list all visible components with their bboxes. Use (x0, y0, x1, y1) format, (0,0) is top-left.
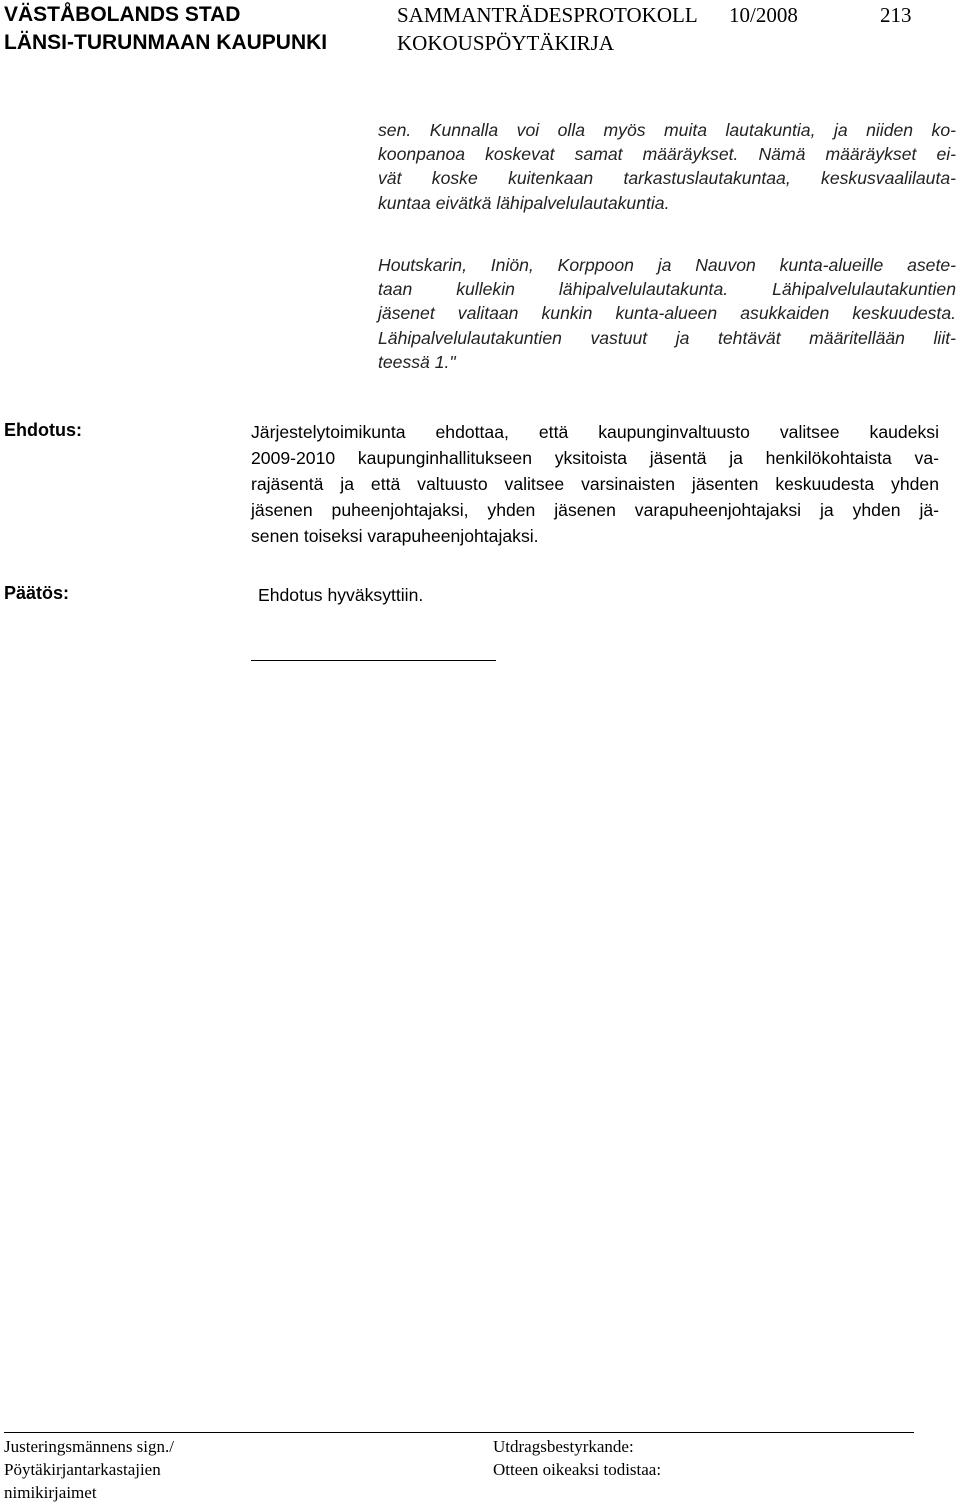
footer-line: Otteen oikeaksi todistaa: (493, 1460, 662, 1479)
footer-line: Utdragsbestyrkande: (493, 1437, 634, 1456)
quote-line: teessä 1." (378, 351, 456, 372)
protocol-number: 10/2008 (729, 3, 798, 27)
quote-line: taan kullekin lähipalvelulautakunta. Lähipalvelulautakuntien (378, 279, 956, 300)
proposal-line: 2009-2010 kaupunginhallitukseen yksitoista jäsentä ja henkilökohtaista va- (251, 448, 939, 468)
page-number: 213 (880, 3, 912, 27)
quote-line: Houtskarin, Iniön, Korppoon ja Nauvon kunta-alueille asete- (378, 255, 956, 275)
quote-line: koonpanoa koskevat samat määräykset. Nämä määräykset ei- (378, 144, 956, 165)
quote-line: kuntaa eivätkä lähipalvelulautakuntia. (378, 192, 670, 213)
footer-line: nimikirjaimet (4, 1483, 97, 1502)
decision-label: Päätös: (4, 583, 70, 603)
doc-type-swedish: SAMMANTRÄDESPROTOKOLL (397, 3, 698, 27)
footer-rule (4, 1432, 914, 1433)
quote-paragraph-1 (378, 118, 956, 215)
proposal-line: Järjestelytoimikunta ehdottaa, että kaupunginvaltuusto valitsee kaudeksi (251, 422, 939, 442)
proposal-line: jäsenen puheenjohtajaksi, yhden jäsenen varapuheenjohtajaksi ja yhden jä- (251, 500, 939, 520)
quote-line: jäsenet valitaan kunkin kunta-alueen asukkaiden keskuudesta. (378, 303, 956, 324)
footer-certification-label (493, 1435, 661, 1481)
org-name-finnish: LÄNSI-TURUNMAAN KAUPUNKI (4, 31, 328, 54)
quote-line: sen. Kunnalla voi olla myös muita lautakuntia, ja niiden ko- (378, 120, 956, 140)
org-name-swedish: VÄSTÅBOLANDS STAD (4, 3, 241, 26)
proposal-label: Ehdotus: (4, 420, 82, 440)
footer-line: Justeringsmännens sign./ (4, 1437, 174, 1456)
quote-paragraph-2 (378, 253, 956, 374)
proposal-line: rajäsentä ja että valtuusto valitsee varsinaisten jäsenten keskuudesta yhden (251, 474, 939, 494)
quote-line: Lähipalvelulautakuntien vastuut ja tehtävät määritellään liit- (378, 327, 956, 348)
closing-rule (251, 660, 496, 661)
quote-line: vät koske kuitenkaan tarkastuslautakuntaa, keskusvaalilauta- (378, 168, 956, 189)
footer-signature-label (4, 1435, 174, 1504)
proposal-text (251, 419, 939, 549)
doc-type-finnish: KOKOUSPÖYTÄKIRJA (397, 31, 615, 55)
decision-text: Ehdotus hyväksyttiin. (258, 585, 424, 605)
footer-line: Pöytäkirjantarkastajien (4, 1460, 161, 1479)
proposal-line: senen toiseksi varapuheenjohtajaksi. (251, 526, 539, 546)
